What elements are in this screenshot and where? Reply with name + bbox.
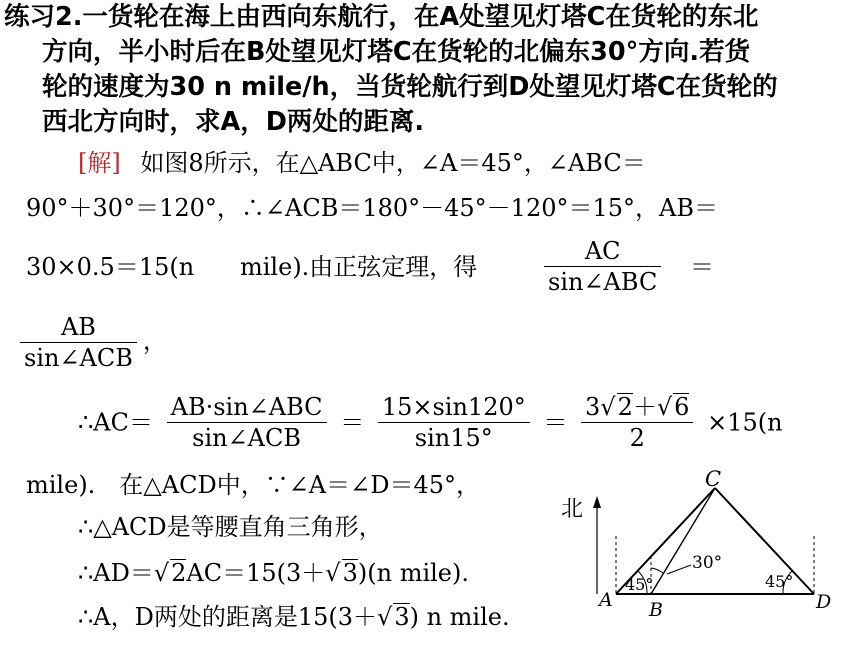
fraction-denominator: sin15° bbox=[378, 422, 530, 453]
solution-line-8 bbox=[78, 558, 469, 588]
fraction-denominator: 2 bbox=[581, 422, 693, 453]
solution-text: AC＝15(3＋ bbox=[186, 559, 326, 587]
radical-sign: √ bbox=[325, 559, 341, 587]
solution-line-1 bbox=[78, 148, 646, 178]
times-15: ×15(n bbox=[707, 408, 783, 437]
angle-label-45-right: 45° bbox=[765, 572, 794, 591]
triangle-diagram bbox=[555, 470, 855, 640]
solution-tag: [解] bbox=[78, 149, 121, 177]
fraction-numerator: 15×sin120° bbox=[381, 393, 526, 421]
angle-pointer bbox=[667, 565, 691, 574]
fraction-ac-over-sin-abc bbox=[538, 236, 667, 297]
fraction-numerator: AB·sin∠ABC bbox=[170, 393, 323, 421]
ac-equals: ∴AC＝ bbox=[78, 408, 153, 437]
fraction-ab-over-sin-acb bbox=[20, 312, 167, 373]
coefficient: 3 bbox=[585, 393, 601, 421]
fraction-numerator: AC bbox=[584, 237, 621, 265]
north-arrow-head bbox=[593, 496, 601, 508]
angle-label-30: 30° bbox=[692, 553, 723, 573]
solution-text-1: 如图8所示，在△ABC中，∠A＝45°，∠ABC＝ bbox=[140, 149, 646, 177]
radicand: 2 bbox=[171, 559, 187, 587]
fraction-numerator: AB bbox=[60, 313, 96, 341]
fraction-numerator bbox=[581, 392, 693, 422]
plus-sign: ＋ bbox=[632, 393, 657, 421]
vertex-label-c: C bbox=[705, 470, 722, 491]
solution-line-6: mile). 在△ACD中，∵∠A＝∠D＝45°， bbox=[26, 471, 481, 499]
solution-line-7: ∴△ACD是等腰直角三角形， bbox=[78, 513, 383, 541]
angle-arc-b bbox=[651, 568, 663, 573]
problem-line-4: 西北方向时，求A，D两处的距离. bbox=[42, 107, 425, 137]
problem-statement bbox=[0, 0, 860, 140]
vertex-label-a: A bbox=[599, 589, 613, 611]
radicand: 6 bbox=[674, 393, 690, 421]
solution-line-2: 90°＋30°＝120°，∴∠ACB＝180°－45°－120°＝15°，AB＝ bbox=[26, 194, 718, 222]
solution-line-3b: mile).由正弦定理，得 bbox=[240, 253, 478, 281]
solution-text: ) n mile. bbox=[409, 603, 510, 631]
problem-line-1: 练习2.一货轮在海上由西向东航行，在A处望见灯塔C在货轮的东北 bbox=[4, 2, 759, 32]
fraction-denominator: sin∠ACB bbox=[20, 342, 137, 373]
radical-sign: √ bbox=[600, 393, 616, 421]
equals-sign: ＝ bbox=[543, 408, 568, 437]
radical-sign: √ bbox=[656, 393, 673, 421]
radicand: 3 bbox=[342, 559, 358, 587]
problem-line-2: 方向，半小时后在B处望见灯塔C在货轮的北偏东30°方向.若货 bbox=[42, 37, 751, 67]
solution-line-3a: 30×0.5＝15(n bbox=[26, 253, 195, 281]
solution-line-9 bbox=[78, 602, 510, 632]
radical-sign: √ bbox=[153, 559, 170, 587]
problem-line-3: 轮的速度为30 n mile/h，当货轮航行到D处望见灯塔C在货轮的 bbox=[42, 72, 778, 102]
radicand: 3 bbox=[394, 603, 410, 631]
radical-sign: √ bbox=[377, 603, 393, 631]
solution-text: ∴A，D两处的距离是15(3＋ bbox=[78, 603, 378, 631]
vertex-label-d: D bbox=[816, 591, 832, 613]
vertex-label-b: B bbox=[649, 599, 663, 621]
equals-sign: ＝ bbox=[340, 408, 365, 437]
radicand: 2 bbox=[617, 393, 633, 421]
solution-line-5 bbox=[78, 392, 783, 453]
edge-bc bbox=[651, 488, 715, 594]
fraction-tail: ， bbox=[142, 327, 167, 355]
fraction-denominator: sin∠ACB bbox=[167, 422, 327, 453]
angle-label-45-left: 45° bbox=[625, 575, 654, 594]
equals-sign: ＝ bbox=[690, 253, 714, 281]
ad-equals: ∴AD＝ bbox=[78, 559, 154, 587]
solution-text: )(n mile). bbox=[357, 559, 469, 587]
fraction-denominator: sin∠ABC bbox=[544, 266, 661, 297]
north-label: 北 bbox=[561, 497, 584, 522]
